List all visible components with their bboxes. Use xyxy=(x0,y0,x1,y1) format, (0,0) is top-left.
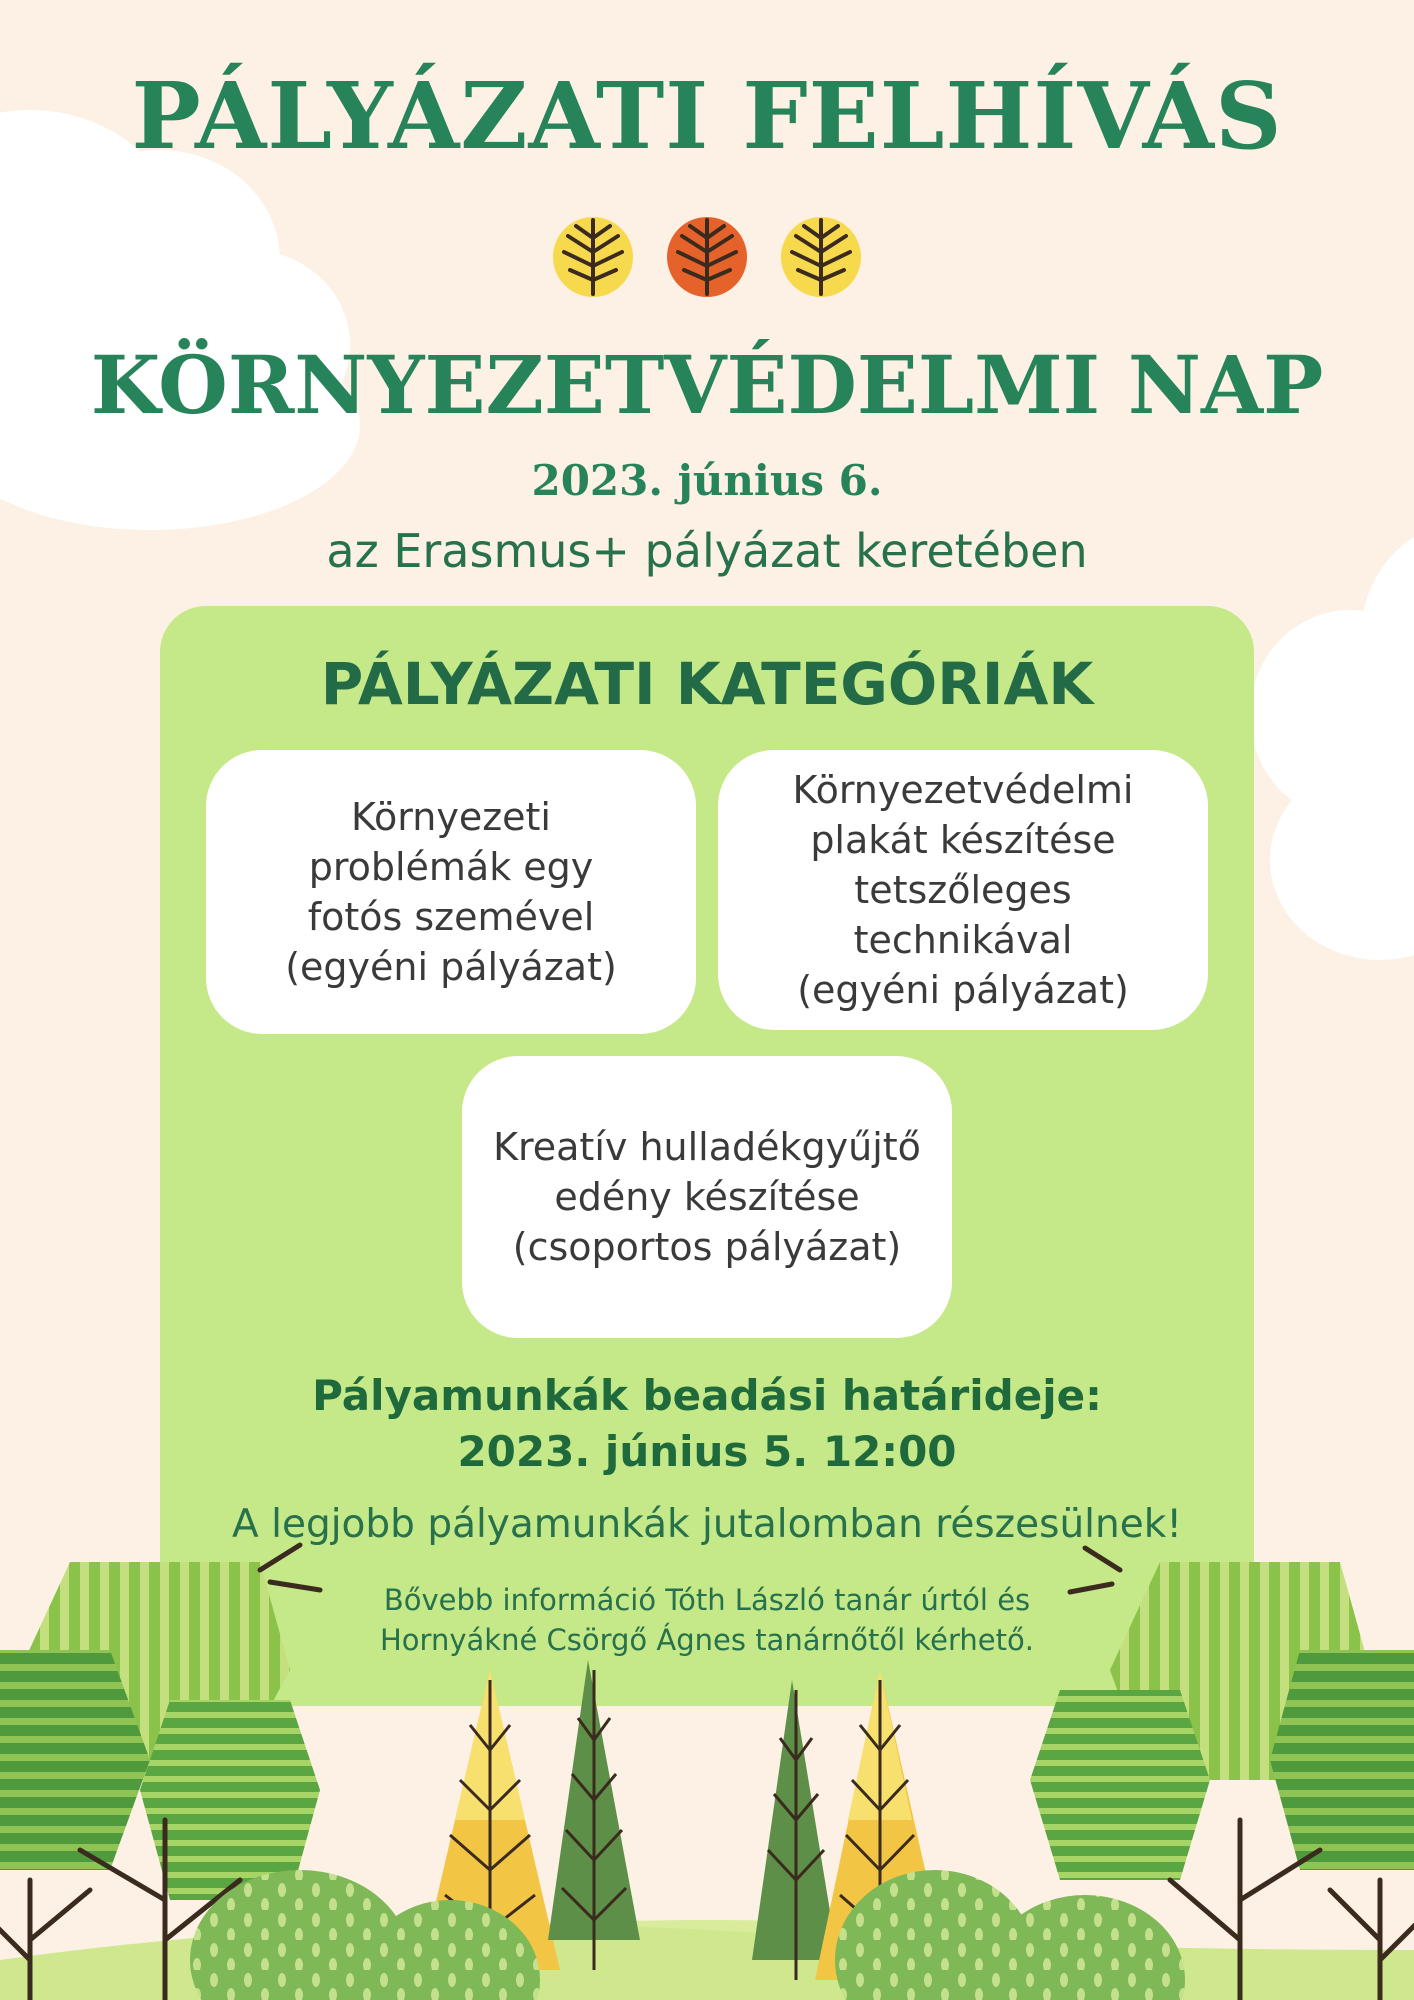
category-card-photo xyxy=(206,750,696,1034)
categories-title: PÁLYÁZATI KATEGÓRIÁK xyxy=(320,650,1094,718)
event-date: 2023. június 6. xyxy=(531,456,883,505)
deadline xyxy=(160,1368,1254,1480)
poster-title: PÁLYÁZATI FELHÍVÁS xyxy=(131,62,1283,170)
category-card-bin xyxy=(462,1056,952,1338)
tree-top-icon xyxy=(666,216,748,298)
category-card-poster xyxy=(718,750,1208,1030)
tree-top-icon xyxy=(552,216,634,298)
contact-info-line: Bővebb információ Tóth László tanár úrtól és xyxy=(383,1583,1031,1617)
reward-text: A legjobb pályamunkák jutalomban részesülnek! xyxy=(232,1502,1182,1547)
category-text: Környezeti problémák egy fotós szemével (egyéni pályázat) xyxy=(285,795,617,989)
deadline-label: Pályamunkák beadási határideje: xyxy=(312,1371,1102,1420)
contact-info xyxy=(160,1580,1254,1660)
event-title: KÖRNYEZETVÉDELMI NAP xyxy=(90,338,1324,432)
category-text: Kreatív hulladékgyűjtő edény készítése (csoportos pályázat) xyxy=(493,1125,921,1269)
deadline-value: 2023. június 5. 12:00 xyxy=(457,1427,957,1476)
category-text: Környezetvédelmi plakát készítése tetszőleges technikával (egyéni pályázat) xyxy=(792,768,1134,1012)
event-subtitle: az Erasmus+ pályázat keretében xyxy=(326,524,1088,578)
contact-info-line: Hornyákné Csörgő Ágnes tanárnőtől kérhető. xyxy=(380,1623,1034,1657)
tree-top-icon xyxy=(780,216,862,298)
